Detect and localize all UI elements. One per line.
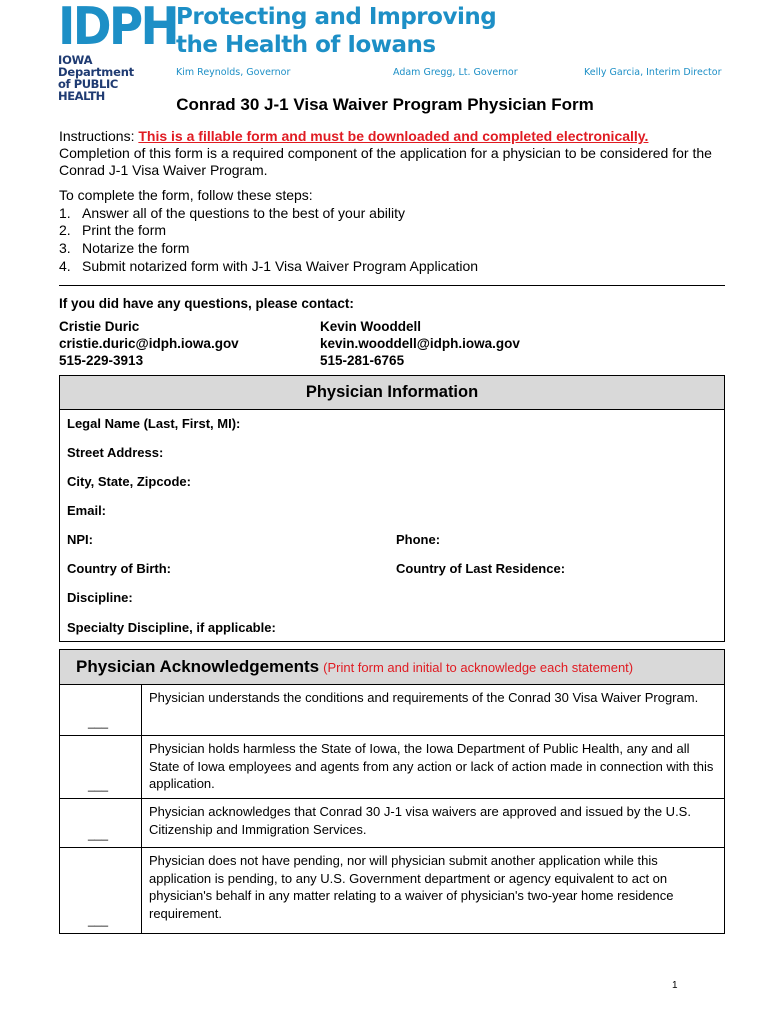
country-of-birth-field[interactable]: Country of Birth: [67, 561, 171, 576]
instructions [59, 128, 729, 179]
tagline-line-2: the Health of Iowans [176, 32, 436, 58]
instructions-text: Completion of this form is a required component of the application for a physician to be considered for the Conrad J-1 Visa Waiver Program. [59, 145, 712, 178]
acknowledgements-note: (Print form and initial to acknowledge each statement) [323, 660, 634, 675]
initial-box[interactable]: ___ [60, 685, 142, 735]
physician-info-heading: Physician Information [60, 376, 724, 410]
phone-field[interactable]: Phone: [396, 532, 441, 547]
discipline-field[interactable]: Discipline: [67, 590, 133, 605]
governor-name: Kim Reynolds, Governor [176, 67, 291, 78]
acknowledgements-title: Physician Acknowledgements [76, 657, 320, 676]
acknowledgement-row [60, 685, 724, 736]
acknowledgements-section [59, 649, 725, 934]
idph-logo [58, 0, 177, 103]
steps-list [59, 187, 478, 276]
initial-box[interactable]: ___ [60, 736, 142, 798]
acknowledgements-heading [60, 650, 724, 685]
contacts-heading: If you did have any questions, please contact: [59, 296, 354, 311]
acknowledgement-statement: Physician does not have pending, nor will physician submit another application while this application is pending, to any U.S. Government department or agency equivalent to act on physician's behalf in any matter relating to a waiver of physician's two-year home residence requirement. [149, 853, 674, 921]
contact-email[interactable]: kevin.wooddell@idph.iowa.gov [320, 336, 520, 351]
acknowledgement-row [60, 799, 724, 848]
npi-field[interactable]: NPI: [67, 532, 93, 547]
acknowledgement-row [60, 848, 724, 934]
instructions-highlight: This is a fillable form and must be downloaded and completed electronically. [138, 128, 649, 144]
lt-governor-name: Adam Gregg, Lt. Governor [393, 67, 518, 78]
physician-info-section [59, 375, 725, 642]
page-number: 1 [672, 980, 678, 991]
contact-name: Cristie Duric [59, 319, 140, 334]
contact-phone: 515-229-3913 [59, 353, 144, 368]
acknowledgement-statement: Physician holds harmless the State of Iowa, the Iowa Department of Public Health, any and all State of Iowa employees and agents from any action or lack of action made in connection with this application. [149, 741, 714, 791]
city-state-zip-field[interactable]: City, State, Zipcode: [67, 474, 191, 489]
director-name: Kelly Garcia, Interim Director [584, 67, 722, 78]
initial-box[interactable]: ___ [60, 848, 142, 933]
acknowledgement-statement: Physician acknowledges that Conrad 30 J-1 visa waivers are approved and issued by the U.S. Citizenship and Immigration Services. [149, 804, 691, 837]
contact-wooddell [320, 318, 520, 369]
street-address-field[interactable]: Street Address: [67, 445, 164, 460]
contact-email[interactable]: cristie.duric@idph.iowa.gov [59, 336, 239, 351]
step-item: 3. Notarize the form [59, 240, 190, 257]
acknowledgement-statement: Physician understands the conditions and requirements of the Conrad 30 Visa Waiver Program. [149, 690, 699, 705]
tagline [176, 3, 496, 59]
form-title: Conrad 30 J-1 Visa Waiver Program Physician Form [176, 95, 594, 114]
contact-phone: 515-281-6765 [320, 353, 405, 368]
logo-wordmark: IDPH [58, 0, 177, 57]
specialty-discipline-field[interactable]: Specialty Discipline, if applicable: [67, 620, 276, 635]
tagline-line-1: Protecting and Improving [176, 4, 497, 30]
country-of-last-residence-field[interactable]: Country of Last Residence: [396, 561, 566, 576]
step-item: 2. Print the form [59, 222, 167, 239]
email-field[interactable]: Email: [67, 503, 107, 518]
contact-name: Kevin Wooddell [320, 319, 422, 334]
step-item: 1. Answer all of the questions to the best of your ability [59, 204, 405, 221]
legal-name-field[interactable]: Legal Name (Last, First, MI): [67, 416, 241, 431]
step-item: 4. Submit notarized form with J-1 Visa Waiver Program Application [59, 257, 479, 274]
initial-box[interactable]: ___ [60, 799, 142, 847]
acknowledgement-row [60, 736, 724, 799]
steps-intro: To complete the form, follow these steps: [59, 187, 313, 203]
divider [59, 285, 725, 286]
contact-duric [59, 318, 239, 369]
instructions-label: Instructions: [59, 128, 139, 144]
logo-line-1: IOWA Department [58, 53, 134, 79]
logo-line-2: of PUBLIC HEALTH [58, 77, 118, 103]
